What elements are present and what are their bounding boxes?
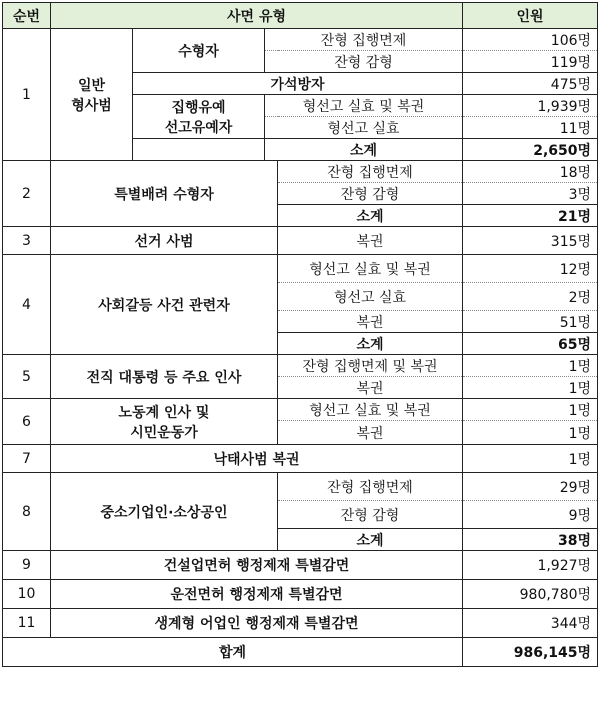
seq-cell: 9 [3,551,51,580]
count-cell: 119명 [463,51,598,73]
count-cell: 980,780명 [463,580,598,609]
desc-cell: 형선고 실효 [265,117,463,139]
table-row [3,399,598,421]
subcategory-cell [133,95,265,139]
desc-cell: 형선고 실효 및 복권 [278,255,463,283]
seq-cell: 6 [3,399,51,445]
table-row [3,551,598,580]
desc-cell: 잔형 집행면제 및 복권 [278,355,463,377]
desc-cell: 잔형 집행면제 [278,473,463,501]
subcategory-line: 집행유예 [171,99,226,116]
subtotal-label: 소계 [278,333,463,355]
count-cell: 3명 [463,183,598,205]
seq-cell: 4 [3,255,51,355]
pardon-table [2,2,598,667]
seq-cell: 5 [3,355,51,399]
count-cell: 29명 [463,473,598,501]
desc-cell: 복권 [278,377,463,399]
subcategory-cell: 수형자 [133,29,265,73]
desc-cell: 복권 [278,421,463,445]
header-type: 사면 유형 [51,3,463,29]
count-cell: 1명 [463,377,598,399]
desc-cell: 형선고 실효 및 복권 [278,399,463,421]
category-cell: 전직 대통령 등 주요 인사 [51,355,278,399]
count-cell: 2명 [463,283,598,311]
table-row [3,29,598,51]
seq-cell: 2 [3,161,51,227]
desc-cell: 잔형 감형 [278,501,463,529]
header-row [3,3,598,29]
table-row [3,227,598,255]
total-label: 합계 [3,638,463,667]
subtotal-label: 소계 [278,529,463,551]
category-line: 일반 [77,77,106,94]
desc-cell: 잔형 집행면제 [278,161,463,183]
table-row [3,609,598,638]
category-cell: 사회갈등 사건 관련자 [51,255,278,355]
subtotal-count: 38명 [463,529,598,551]
subtotal-label: 소계 [278,205,463,227]
seq-cell: 8 [3,473,51,551]
subtotal-count: 2,650명 [463,139,598,161]
category-cell: 운전면허 행정제재 특별감면 [51,580,463,609]
category-cell [51,29,133,161]
count-cell: 12명 [463,255,598,283]
table-row [3,161,598,183]
desc-cell: 잔형 감형 [278,183,463,205]
category-cell: 특별배려 수형자 [51,161,278,227]
seq-cell: 11 [3,609,51,638]
count-cell: 1명 [463,355,598,377]
desc-cell: 잔형 집행면제 [265,29,463,51]
subtotal-count: 65명 [463,333,598,355]
count-cell: 11명 [463,117,598,139]
desc-cell: 잔형 감형 [265,51,463,73]
count-cell: 475명 [463,73,598,95]
count-cell: 51명 [463,311,598,333]
category-line: 형사범 [71,97,112,114]
subcategory-line: 선고유예자 [164,119,233,136]
count-cell: 1명 [463,421,598,445]
seq-cell: 1 [3,29,51,161]
header-count: 인원 [463,3,598,29]
category-cell: 선거 사범 [51,227,278,255]
table-row [3,580,598,609]
category-cell [51,399,278,445]
category-cell: 중소기업인·소상공인 [51,473,278,551]
seq-cell: 10 [3,580,51,609]
total-count: 986,145명 [463,638,598,667]
subtotal-count: 21명 [463,205,598,227]
count-cell: 18명 [463,161,598,183]
count-cell: 315명 [463,227,598,255]
desc-cell: 복권 [278,227,463,255]
subcategory-cell: 가석방자 [133,73,463,95]
table-row [3,355,598,377]
desc-cell: 형선고 실효 [278,283,463,311]
subtotal-label: 소계 [265,139,463,161]
count-cell: 9명 [463,501,598,529]
count-cell: 106명 [463,29,598,51]
count-cell: 1,939명 [463,95,598,117]
header-seq: 순번 [3,3,51,29]
category-cell: 낙태사범 복권 [51,445,463,473]
desc-cell: 형선고 실효 및 복권 [265,95,463,117]
total-row [3,638,598,667]
desc-cell: 복권 [278,311,463,333]
count-cell: 344명 [463,609,598,638]
seq-cell: 3 [3,227,51,255]
seq-cell: 7 [3,445,51,473]
category-line: 노동계 인사 및 [118,404,210,421]
spacer-cell [133,139,265,161]
category-cell: 건설업면허 행정제재 특별감면 [51,551,463,580]
table-row [3,445,598,473]
table-row [3,473,598,501]
count-cell: 1명 [463,399,598,421]
category-line: 시민운동가 [130,424,198,441]
count-cell: 1,927명 [463,551,598,580]
count-cell: 1명 [463,445,598,473]
category-cell: 생계형 어업인 행정제재 특별감면 [51,609,463,638]
table-row [3,255,598,283]
